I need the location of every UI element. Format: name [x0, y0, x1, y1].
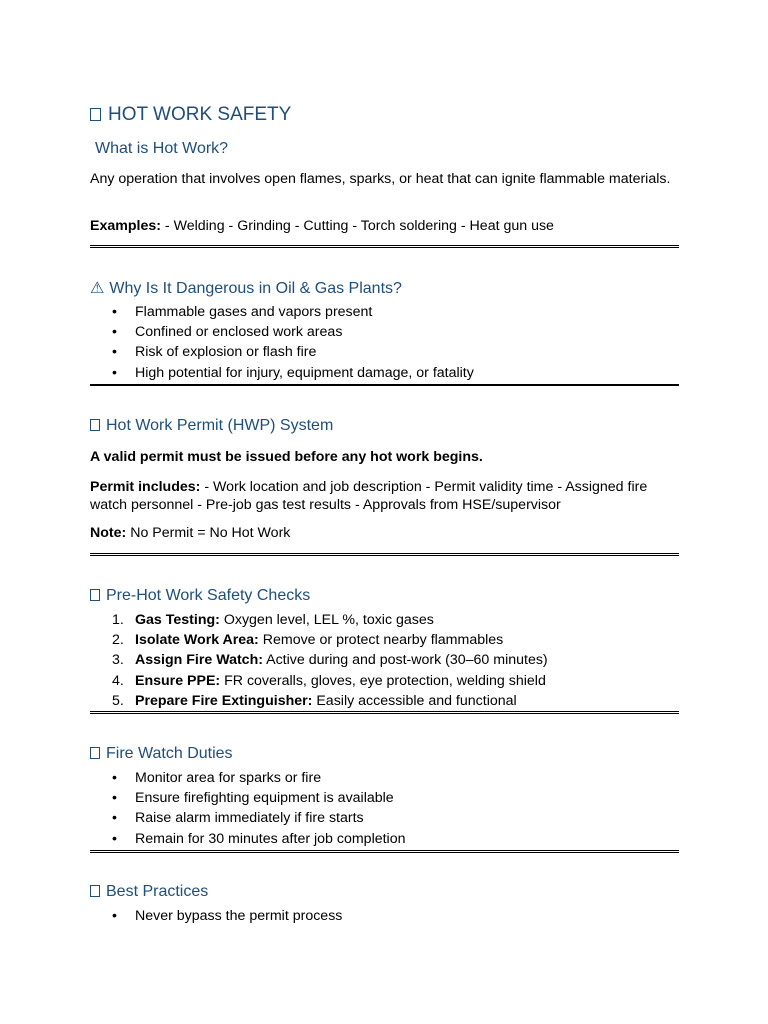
bullet-icon: • — [112, 324, 117, 341]
section-divider — [90, 553, 679, 556]
list-item: • Never bypass the permit process — [90, 906, 679, 926]
section-divider — [90, 711, 679, 714]
bullet-icon: • — [112, 790, 117, 807]
bullet-icon: • — [112, 830, 117, 847]
section-heading-permit: Hot Work Permit (HWP) System — [90, 416, 333, 436]
section-divider — [90, 384, 679, 386]
bullet-icon: • — [112, 304, 117, 320]
examples-label: Examples: — [90, 218, 161, 234]
note-label: Note: — [90, 525, 127, 541]
section-heading-best-practices: Best Practices — [90, 882, 208, 902]
missing-glyph-icon — [90, 589, 100, 601]
bullet-icon: • — [112, 770, 117, 786]
warning-icon: ⚠ — [90, 280, 105, 297]
permit-statement: A valid permit must be issued before any hot work begins. — [90, 449, 483, 465]
bullet-icon: • — [112, 908, 117, 924]
section-heading-danger: ⚠ Why Is It Dangerous in Oil & Gas Plants? — [90, 280, 402, 297]
definition-paragraph: Any operation that involves open flames, sparks, or heat that can ignite flammable materials. — [90, 171, 671, 187]
list-item: 4. Ensure PPE: FR coveralls, gloves, eye protection, welding shield — [112, 672, 546, 689]
bullet-icon: • — [112, 364, 117, 381]
list-item: • Risk of explosion or flash fire — [90, 342, 679, 362]
fire-watch-list — [90, 768, 679, 849]
section-divider — [90, 850, 679, 853]
bullet-icon: • — [112, 344, 117, 361]
missing-glyph-icon — [90, 747, 100, 759]
section-heading-fire-watch: Fire Watch Duties — [90, 744, 233, 764]
list-item: • Ensure firefighting equipment is available — [90, 788, 679, 808]
missing-glyph-icon — [90, 419, 100, 431]
checks-list — [90, 610, 679, 711]
best-practices-list — [90, 906, 679, 926]
list-item: • High potential for injury, equipment damage, or fatality — [90, 363, 679, 383]
section-heading-checks: Pre-Hot Work Safety Checks — [90, 586, 310, 606]
list-item: • Flammable gases and vapors present — [90, 302, 679, 322]
list-item: • Monitor area for sparks or fire — [90, 768, 679, 788]
list-item: • Raise alarm immediately if fire starts — [90, 808, 679, 828]
missing-glyph-icon — [90, 108, 101, 121]
list-item: • Confined or enclosed work areas — [90, 322, 679, 342]
bullet-icon: • — [112, 810, 117, 827]
permit-note-paragraph — [90, 525, 679, 543]
permit-includes-text: - Work location and job description - Permit validity time - Assigned fire watch personnel - Pre-job gas test results - Approvals from HSE/supervisor — [90, 479, 648, 513]
note-text: No Permit = No Hot Work — [126, 525, 291, 541]
examples-text: - Welding - Grinding - Cutting - Torch soldering - Heat gun use — [160, 218, 554, 234]
list-item: 5. Prepare Fire Extinguisher: Easily accessible and functional — [112, 692, 517, 709]
document-title: HOT WORK SAFETY — [90, 104, 291, 126]
list-item: 2. Isolate Work Area: Remove or protect nearby flammables — [112, 632, 504, 649]
examples-paragraph — [90, 218, 679, 236]
missing-glyph-icon — [90, 885, 100, 897]
list-item: 1. Gas Testing: Oxygen level, LEL %, toxic gases — [112, 612, 434, 628]
permit-includes-label: Permit includes: — [90, 479, 201, 495]
danger-list — [90, 302, 679, 383]
permit-includes-paragraph — [90, 479, 679, 514]
section-heading-what-is: What is Hot Work? — [95, 140, 229, 157]
section-divider — [90, 245, 679, 248]
list-item: 3. Assign Fire Watch: Active during and post-work (30–60 minutes) — [112, 652, 548, 669]
list-item: • Remain for 30 minutes after job completion — [90, 829, 679, 849]
